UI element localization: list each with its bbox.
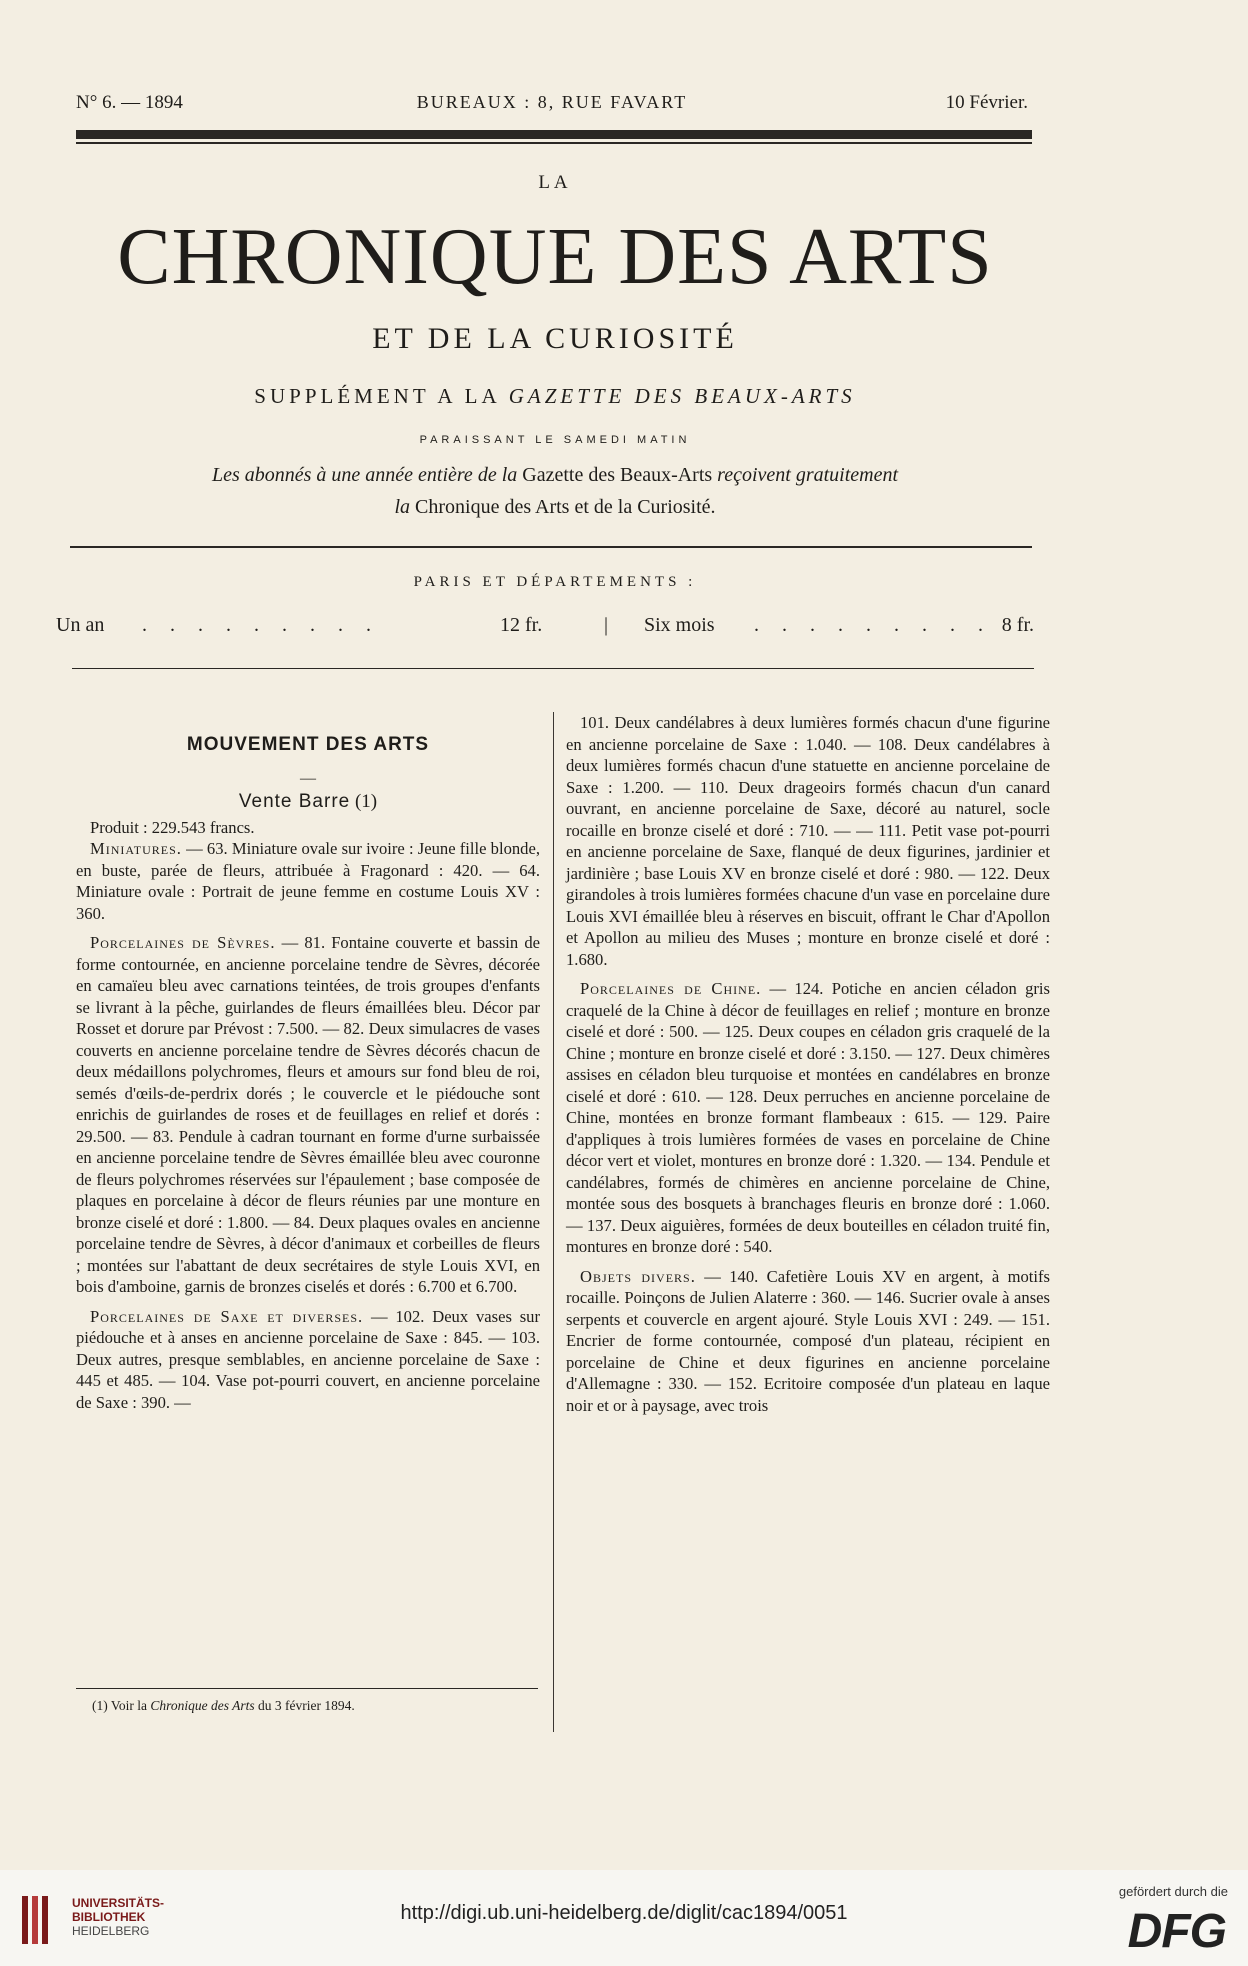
newspaper-title: CHRONIQUE DES ARTS	[117, 213, 993, 301]
left-paragraphs	[76, 838, 540, 1413]
sale-title: Vente Barre	[238, 791, 351, 812]
article-paragraph	[76, 932, 540, 1298]
masthead-rule-thin	[76, 142, 1032, 144]
subscribers-note-line1	[0, 464, 1110, 487]
issue-date: 10 Février.	[945, 92, 1028, 113]
paragraph-text: — 63. Miniature ovale sur ivoire : Jeune fille blonde, en buste, parée de fleurs, attribuée à Fragonard : 420. — 64. Miniature ovale : Portrait de jeune femme en costume Louis XV : 360.	[76, 839, 540, 923]
sale-total: Produit : 229.543 francs.	[90, 817, 255, 837]
right-column	[566, 712, 1050, 1416]
section-dash: —	[300, 769, 316, 787]
supplement-line	[0, 384, 1110, 409]
masthead-rule-thick	[76, 130, 1032, 139]
subscription-prices	[56, 614, 1036, 642]
six-months-dots: . . . . . . . . .	[754, 614, 992, 636]
section-title: MOUVEMENT DES ARTS	[186, 734, 430, 755]
issue-number: N° 6. — 1894	[76, 92, 183, 113]
six-months-label: Six mois	[644, 614, 715, 636]
price-separator: |	[604, 614, 609, 636]
paragraph-text: — 140. Cafetière Louis XV en argent, à motifs rocaille. Poinçons de Julien Alaterre : 360. — 146. Sucrier ovale à anses serpents et couvercle en argent ajouré. Style Louis XVI : 249. — 151. Encrier de forme contournée, composé d'un plateau, récipient en porcelaine de Chine et deux figurines en ancienne porcelaine d'Allemagne : 330. — 152. Ecritoire composée d'un plateau en laque noir et or à paysage, avec trois	[566, 1266, 1051, 1415]
left-column	[76, 734, 540, 1413]
sale-note-ref: (1)	[354, 791, 378, 812]
source-url[interactable]: http://digi.ub.uni-heidelberg.de/diglit/cac1894/0051	[400, 1902, 848, 1924]
dfg-label: gefördert durch die	[1118, 1884, 1228, 1899]
year-dots: . . . . . . . . .	[142, 614, 380, 636]
masthead-rule-bottom	[70, 546, 1032, 548]
paragraph-heading: Porcelaines de Chine.	[580, 979, 762, 998]
article-paragraph	[566, 712, 1050, 970]
article-paragraph	[76, 838, 540, 924]
abonnes-1a: Les abonnés à une année entière de la	[211, 464, 518, 486]
article-paragraph	[566, 1266, 1050, 1417]
year-price: 12 fr.	[500, 614, 543, 636]
digitization-footer	[0, 1870, 1248, 1966]
paragraph-text: 101. Deux candélabres à deux lumières formés chacun d'une figurine en ancienne porcelaine de Saxe : 1.040. — 108. Deux candélabres à deux lumières formés chacun d'une statuette en ancienne porcelaine de Saxe : 1.200. — 110. Deux drageoirs formés chacun d'un canard ouvrant, en ancienne porcelaine de Saxe, décoré au naturel, socle rocaille en bronze ciselé et doré : 710. — — 111. Petit vase pot-pourri en ancienne porcelaine de Saxe, flanqué de deux figurines, jardinier et jardinière ; base Louis XV en bronze ciselé et doré : 980. — 122. Deux girandoles à trois lumières formées chacune d'un vase en porcelaine dure Louis XVI émaillée bleu à réserves en biscuit, offrant le Char d'Apollon et Apollon au milieu des Muses ; monture en bronze ciselé et doré : 1.680.	[566, 713, 1051, 969]
abonnes-2b: Chronique des Arts et de la Curiosité.	[415, 496, 716, 518]
uni-line2: BIBLIOTHEK	[72, 1910, 146, 1924]
footnote-italic: Chronique des Arts	[150, 1698, 255, 1713]
paragraph-heading: Porcelaines de Saxe et diverses.	[90, 1306, 364, 1326]
newspaper-subtitle: ET DE LA CURIOSITÉ	[372, 322, 738, 355]
footnote	[92, 1698, 355, 1714]
paragraph-heading: Miniatures.	[90, 839, 182, 858]
title-article: LA	[538, 172, 572, 193]
footnote-rule	[76, 1688, 538, 1689]
paragraph-heading: Objets divers.	[580, 1266, 696, 1286]
paragraph-text: — 102. Deux vases sur piédouche et à anses en ancienne porcelaine de Saxe : 845. — 103. Deux autres, presque semblables, en ancienne porcelaine de Saxe : 445 et 485. — 104. Vase pot-pourri couvert, en ancienne porcelaine de Saxe : 390. —	[76, 1306, 540, 1412]
paragraph-text: — 124. Potiche en ancien céladon gris craquelé de la Chine à décor de feuillages en relief ; monture en bronze ciselé et doré : 500. — 125. Deux coupes en céladon gris craquelé de la Chine ; monture en bronze ciselé et doré : 3.150. — 127. Deux chimères assises en céladon bleu turquoise et montées en candélabres en bronze ciselé et doré : 610. — 128. Deux perruches en ancienne porcelaine de Chine, montées en bronze formant flambeaux : 615. — 129. Paire d'appliques à trois lumières formées de vases en porcelaine de Chine décor vert et violet, montures en bronze doré : 1.320. — 134. Pendule et candélabres, formés de chimères en ancienne porcelaine de Chine, montée sous des bosquets à branchages fleuris en bronze doré : 1.060. — 137. Deux aiguières, formées de deux bouteilles en céladon truité fin, montures en bronze doré : 540.	[566, 979, 1050, 1256]
abonnes-2a: la	[394, 496, 411, 518]
right-paragraphs	[566, 712, 1050, 1416]
footnote-prefix: (1) Voir la	[92, 1698, 147, 1713]
paragraph-heading: Porcelaines de Sèvres.	[90, 933, 276, 952]
article-paragraph	[76, 1306, 540, 1414]
six-months-price: 8 fr.	[1001, 614, 1034, 636]
masthead-topline	[76, 92, 1028, 118]
subscription-rule	[72, 668, 1034, 669]
subscribers-note-line2	[0, 496, 1110, 519]
column-separator	[553, 712, 554, 1732]
paragraph-text: — 81. Fontaine couverte et bassin de forme contournée, en ancienne porcelaine tendre de Sèvres, décorée en camaïeu bleu avec carnations teintées, de trois groupes d'enfants se livrant à la pêche, guirlandes de fleurs émaillées bleu. Décor par Rosset et dorure par Prévost : 7.500. — 82. Deux simulacres de vases couverts en ancienne porcelaine tendre de Sèvres décorés chacun de deux médaillons polychromes, fleurs et amours sur fond bleu de roi, semés d'œils-de-perdrix dorés ; le couvercle et le piédouche sont enrichis de guirlandes de roses et de feuillages en relief et dorés : 29.500. — 83. Pendule à cadran tournant en forme d'urne surbaissée en ancienne porcelaine tendre de Sèvres émaillée bleu avec couronne de fleurs polychromes réservées sur l'épaulement ; base composée de plaques en porcelaine à décor de fleurs réunies par une monture en bronze ciselé et doré : 1.800. — 84. Deux plaques ovales en ancienne porcelaine tendre de Sèvres, à décor d'animaux et corbeilles de fleurs ; montées sur l'abattant de deux secrétaires de style Louis XVI, en bois d'amboine, garnis de bronzes ciselés et dorés : 6.700 et 6.700.	[76, 933, 540, 1296]
abonnes-1b: Gazette des Beaux-Arts	[522, 464, 713, 486]
bureaux-address: BUREAUX : 8, RUE FAVART	[416, 92, 688, 112]
article-paragraph	[566, 978, 1050, 1258]
year-label: Un an	[56, 614, 105, 636]
supplement-gazette: GAZETTE DES BEAUX-ARTS	[508, 384, 856, 408]
dfg-logo: DFG	[1127, 1905, 1226, 1958]
uni-line3: HEIDELBERG	[72, 1924, 150, 1938]
uni-line1: UNIVERSITÄTS-	[72, 1896, 165, 1910]
subscription-heading: PARIS ET DÉPARTEMENTS :	[413, 574, 697, 590]
sale-heading	[76, 791, 540, 813]
publication-schedule: PARAISSANT LE SAMEDI MATIN	[419, 434, 691, 446]
supplement-prefix: SUPPLÉMENT A LA	[254, 384, 500, 408]
abonnes-1c: reçoivent gratuitement	[717, 464, 899, 486]
footnote-suffix: du 3 février 1894.	[258, 1698, 355, 1713]
